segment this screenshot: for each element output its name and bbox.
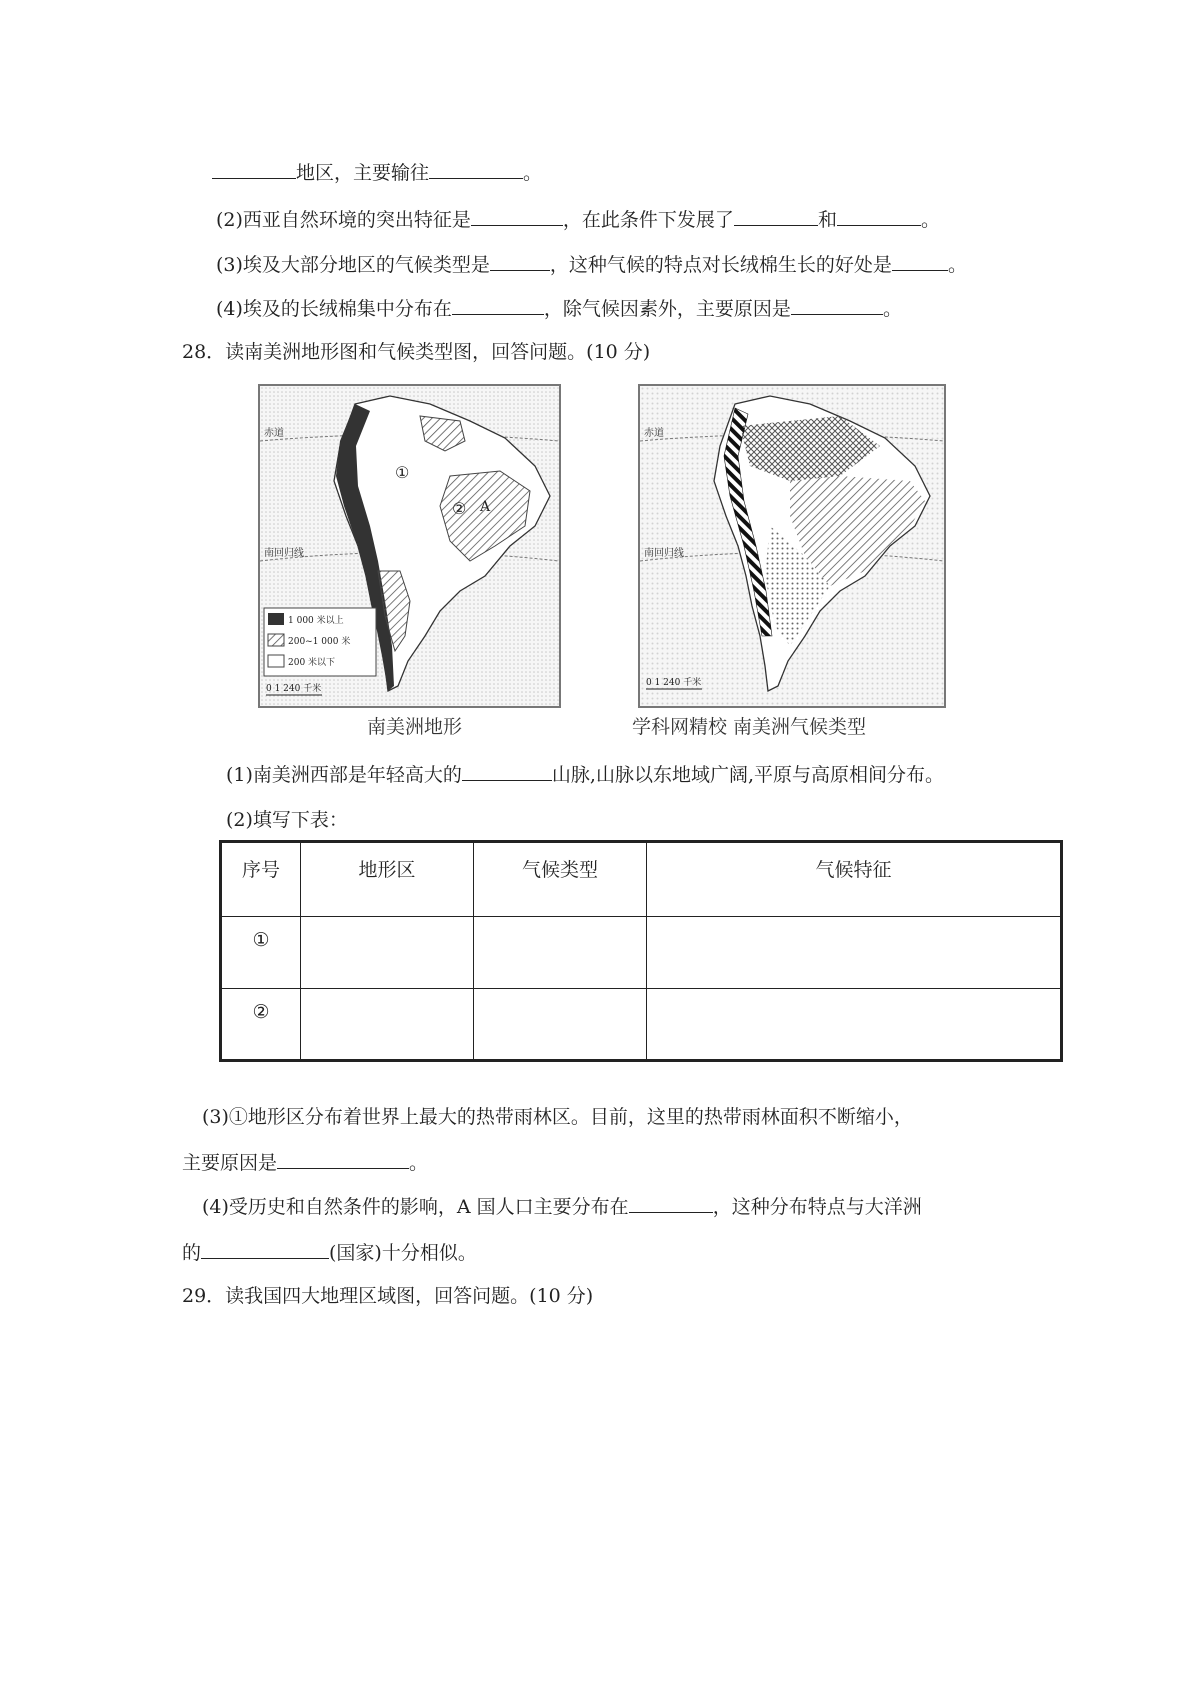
cell-climate-feature[interactable]	[647, 989, 1062, 1061]
climate-tropic-label: 南回归线	[644, 548, 684, 559]
tropic-label: 南回归线	[264, 548, 304, 559]
answer-blank[interactable]	[837, 205, 921, 226]
answer-blank[interactable]	[629, 1192, 713, 1213]
climate-map-caption: 学科网精校 南美洲气候类型	[632, 716, 867, 738]
header-landform: 地形区	[301, 842, 474, 917]
answer-blank[interactable]	[429, 158, 523, 179]
answer-blank[interactable]	[791, 294, 883, 315]
legend-mid: 200~1 000 米	[288, 637, 351, 647]
answer-blank[interactable]	[212, 158, 296, 179]
cell-climate-type[interactable]	[474, 917, 647, 989]
climate-map-figure	[640, 386, 944, 706]
table-header-row	[221, 842, 1062, 917]
header-number: 序号	[221, 842, 301, 917]
q29-title: 29．读我国四大地理区域图，回答问题。(10 分)	[182, 1285, 594, 1307]
q27-subquestion-4: (4)埃及的长绒棉集中分布在 ，除气候因素外，主要原因是 。	[216, 294, 902, 323]
q27-subquestion-3: (3)埃及大部分地区的气候类型是 ，这种气候的特点对长绒棉生长的好处是 。	[216, 250, 967, 279]
legend-high: 1 000 米以上	[288, 616, 344, 626]
q28-subquestion-4-cont: 的 (国家)十分相似。	[182, 1238, 477, 1267]
country-a-marker: A	[480, 499, 491, 515]
q28-subquestion-3: (3)①地形区分布着世界上最大的热带雨林区。目前，这里的热带雨林面积不断缩小，	[202, 1106, 913, 1128]
answer-blank[interactable]	[471, 205, 563, 226]
header-climate-type: 气候类型	[474, 842, 647, 917]
cell-climate-feature[interactable]	[647, 917, 1062, 989]
region-1-marker: ①	[395, 463, 410, 482]
answer-blank[interactable]	[452, 294, 544, 315]
q28-title: 28．读南美洲地形图和气候类型图，回答问题。(10 分)	[182, 341, 651, 363]
row-number: ①	[221, 917, 301, 989]
climate-map	[638, 384, 946, 708]
answer-blank[interactable]	[892, 250, 948, 271]
legend-low: 200 米以下	[288, 658, 336, 668]
row-number: ②	[221, 989, 301, 1061]
answer-blank[interactable]	[734, 205, 818, 226]
terrain-map-figure	[260, 386, 559, 706]
answer-table	[219, 840, 1063, 1062]
header-climate-feature: 气候特征	[647, 842, 1062, 917]
table-row	[221, 989, 1062, 1061]
terrain-map-caption: 南美洲地形	[367, 716, 463, 738]
q28-subquestion-2: (2)填写下表：	[226, 809, 348, 831]
q27-subquestion-2: (2)西亚自然环境的突出特征是 ，在此条件下发展了 和 。	[216, 205, 940, 234]
cell-landform[interactable]	[301, 917, 474, 989]
equator-label: 赤道	[264, 428, 284, 439]
climate-scale-label: 0 1 240 千米	[646, 678, 702, 688]
scale-label: 0 1 240 千米	[266, 684, 322, 694]
climate-equator-label: 赤道	[644, 428, 664, 439]
answer-blank[interactable]	[462, 760, 552, 781]
answer-blank[interactable]	[277, 1148, 409, 1169]
answer-blank[interactable]	[490, 250, 550, 271]
terrain-map	[258, 384, 561, 708]
q28-subquestion-4: (4)受历史和自然条件的影响，A 国人口主要分布在 ，这种分布特点与大洋洲	[202, 1192, 922, 1221]
cell-landform[interactable]	[301, 989, 474, 1061]
answer-blank[interactable]	[201, 1238, 329, 1259]
table-row	[221, 917, 1062, 989]
cell-climate-type[interactable]	[474, 989, 647, 1061]
q28-subquestion-1: (1)南美洲西部是年轻高大的 山脉,山脉以东地域广阔,平原与高原相间分布。	[226, 760, 944, 789]
q28-subquestion-3-cont: 主要原因是 。	[182, 1148, 428, 1177]
q27-line1: 地区，主要输往 。	[212, 158, 542, 187]
region-2-marker: ②	[452, 499, 467, 518]
